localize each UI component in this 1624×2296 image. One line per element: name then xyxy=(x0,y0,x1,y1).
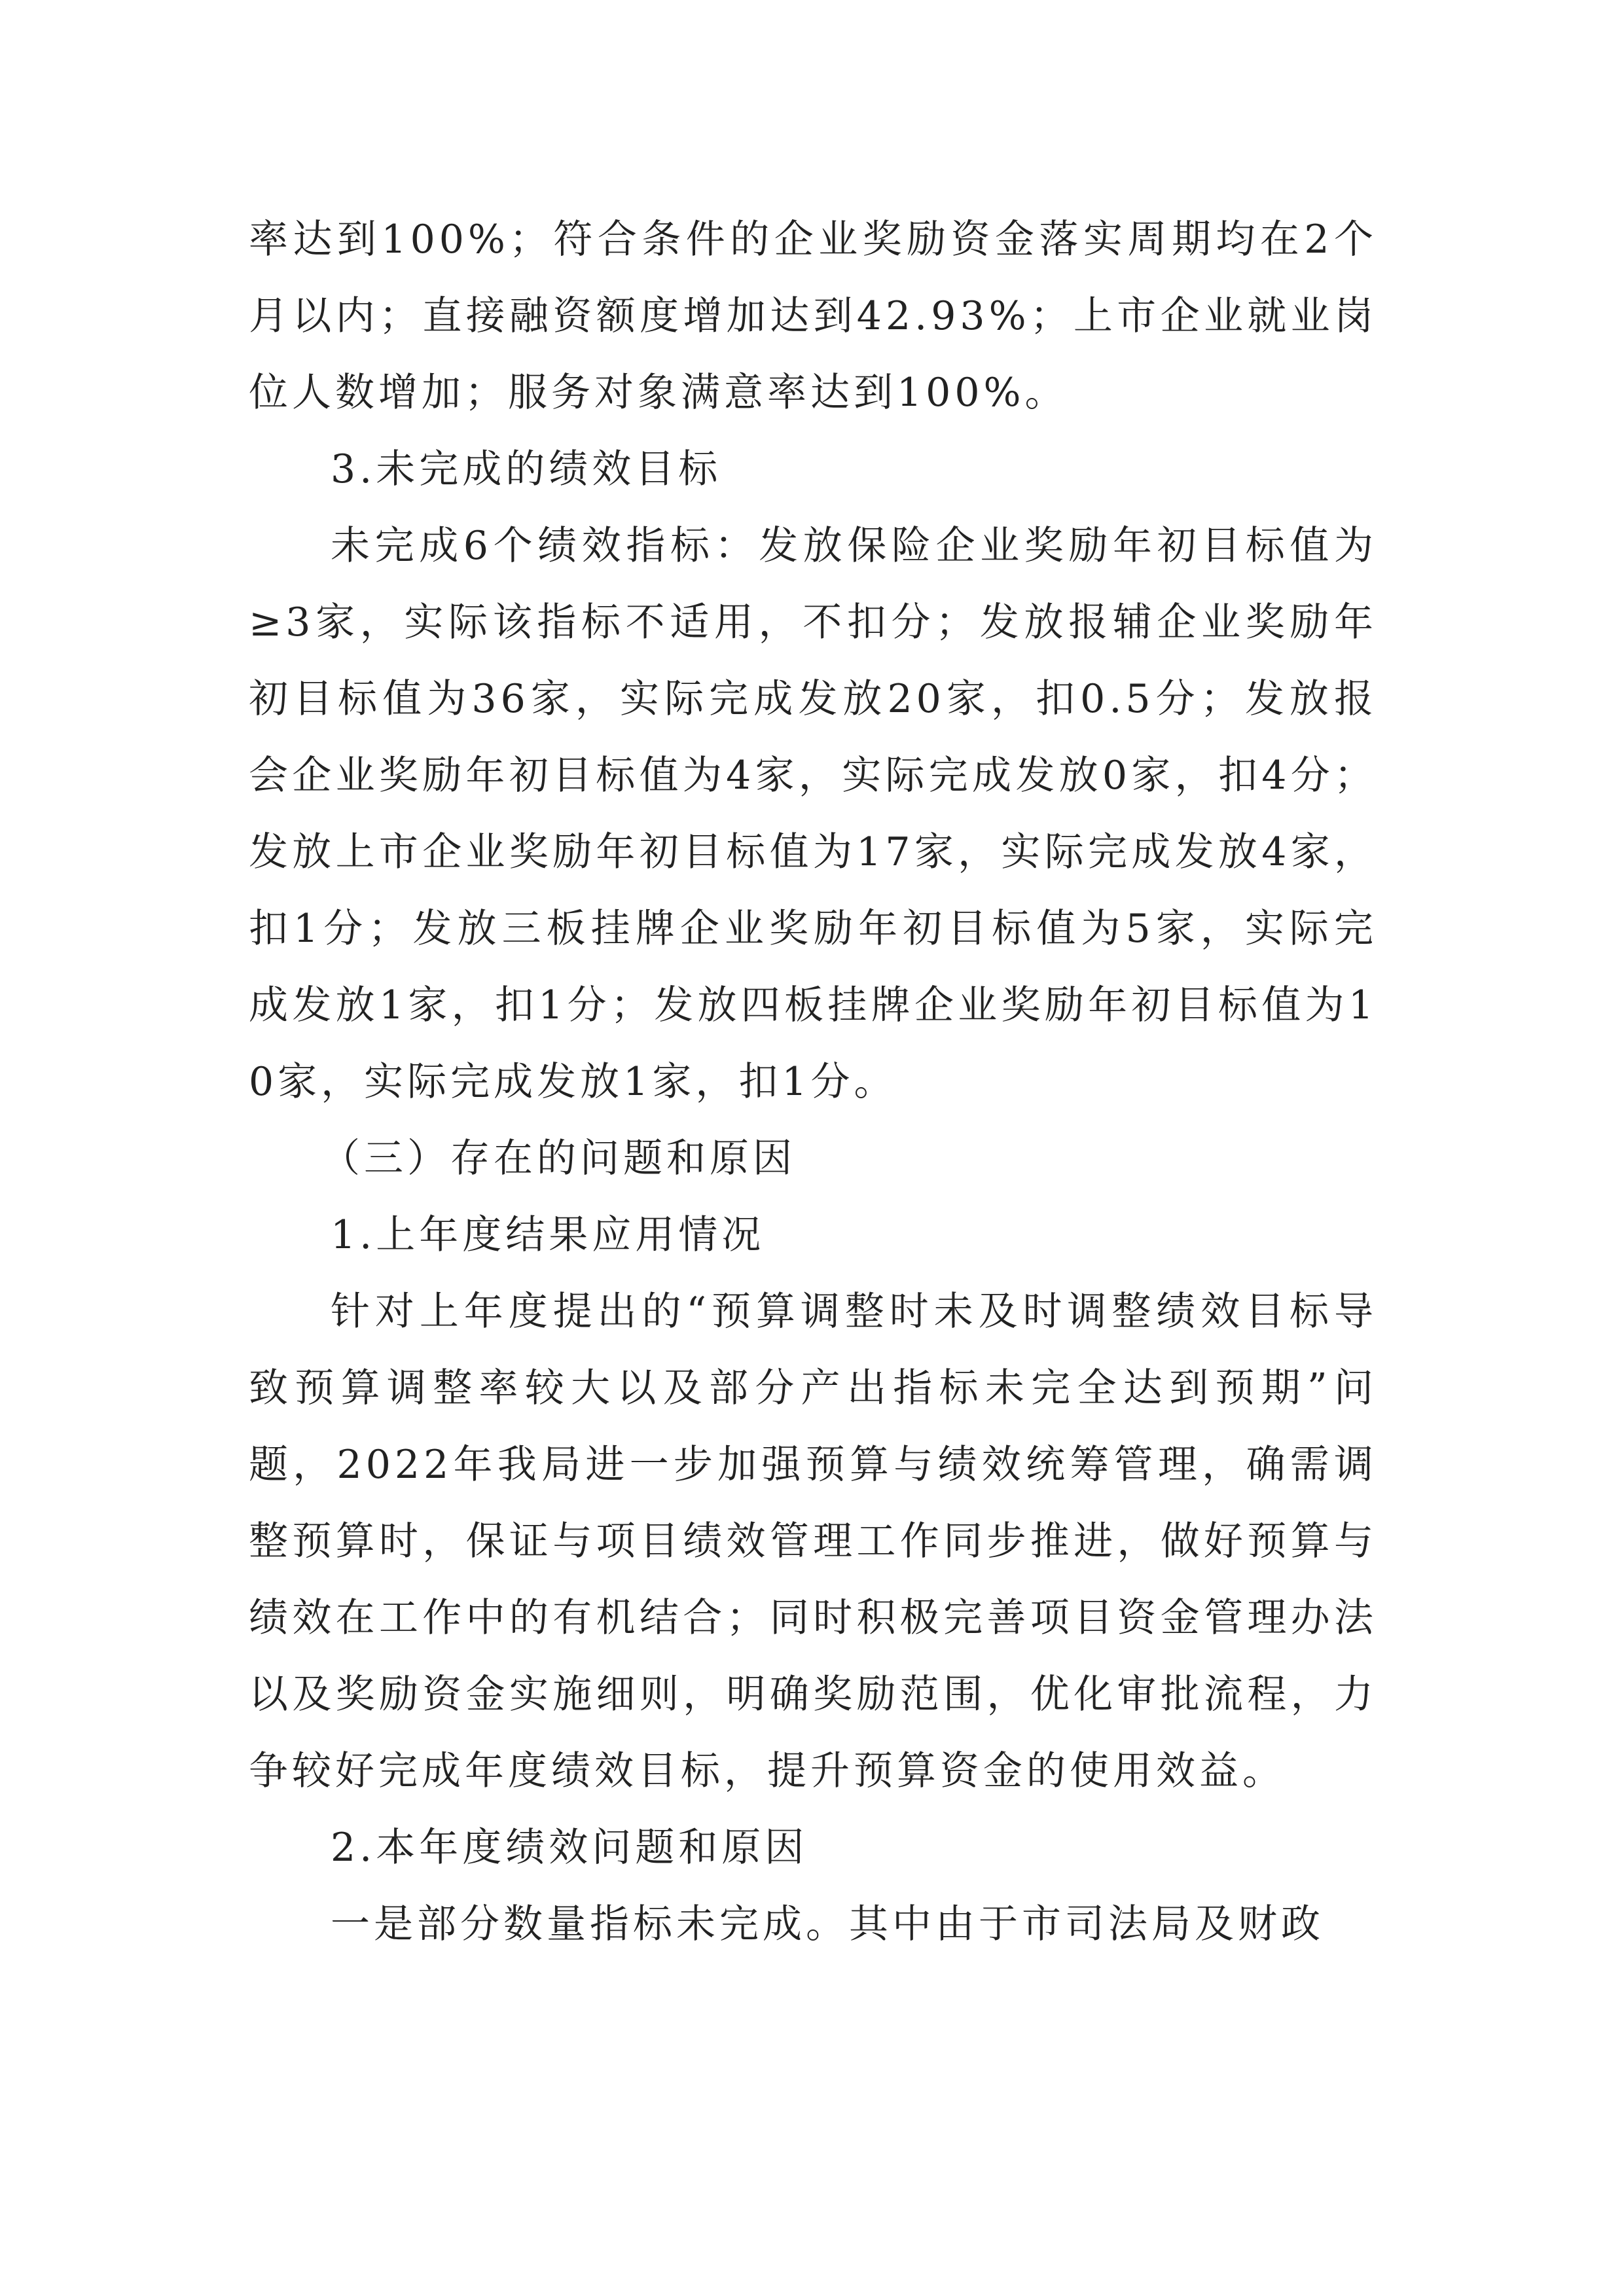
heading-this-year-problems: 2.本年度绩效问题和原因 xyxy=(331,1825,808,1871)
paragraph-last-year-application: 针对上年度提出的“预算调整时未及时调整绩效目标导致预算调整率较大以及部分产出指标未完全达到预期”问题，2022年我局进一步加强预算与绩效统筹管理，确需调整预算时，保证与项目绩效管理工作同步推进，做好预算与绩效在工作中的有机结合；同时积极完善项目资金管理办法以及奖励资金实施细则，明确奖励范围，优化审批流程，力争较好完成年度绩效目标，提升预算资金的使用效益。 xyxy=(249,1289,1377,1794)
heading-last-year-results: 1.上年度结果应用情况 xyxy=(331,1212,765,1258)
paragraph-unfinished-indicators: 未完成6个绩效指标：发放保险企业奖励年初目标值为≥3家，实际该指标不适用，不扣分；发放报辅企业奖励年初目标值为36家，实际完成发放20家，扣0.5分；发放报会企业奖励年初目标值为4家，实际完成发放0家，扣4分；发放上市企业奖励年初目标值为17家，实际完成发放4家，扣1分；发放三板挂牌企业奖励年初目标值为5家，实际完成发放1家，扣1分；发放四板挂牌企业奖励年初目标值为10家，实际完成发放1家，扣1分。 xyxy=(249,523,1377,1105)
paragraph-achieved-targets: 率达到100%；符合条件的企业奖励资金落实周期均在2个月以内；直接融资额度增加达到42.93%；上市企业就业岗位人数增加；服务对象满意率达到100%。 xyxy=(249,217,1377,416)
paragraph-quantity-indicators: 一是部分数量指标未完成。其中由于市司法局及财政 xyxy=(331,1901,1324,1947)
heading-problems-and-causes: （三）存在的问题和原因 xyxy=(321,1136,796,1181)
document-body xyxy=(249,202,1377,1963)
heading-unfinished-targets: 3.未完成的绩效目标 xyxy=(331,446,722,492)
